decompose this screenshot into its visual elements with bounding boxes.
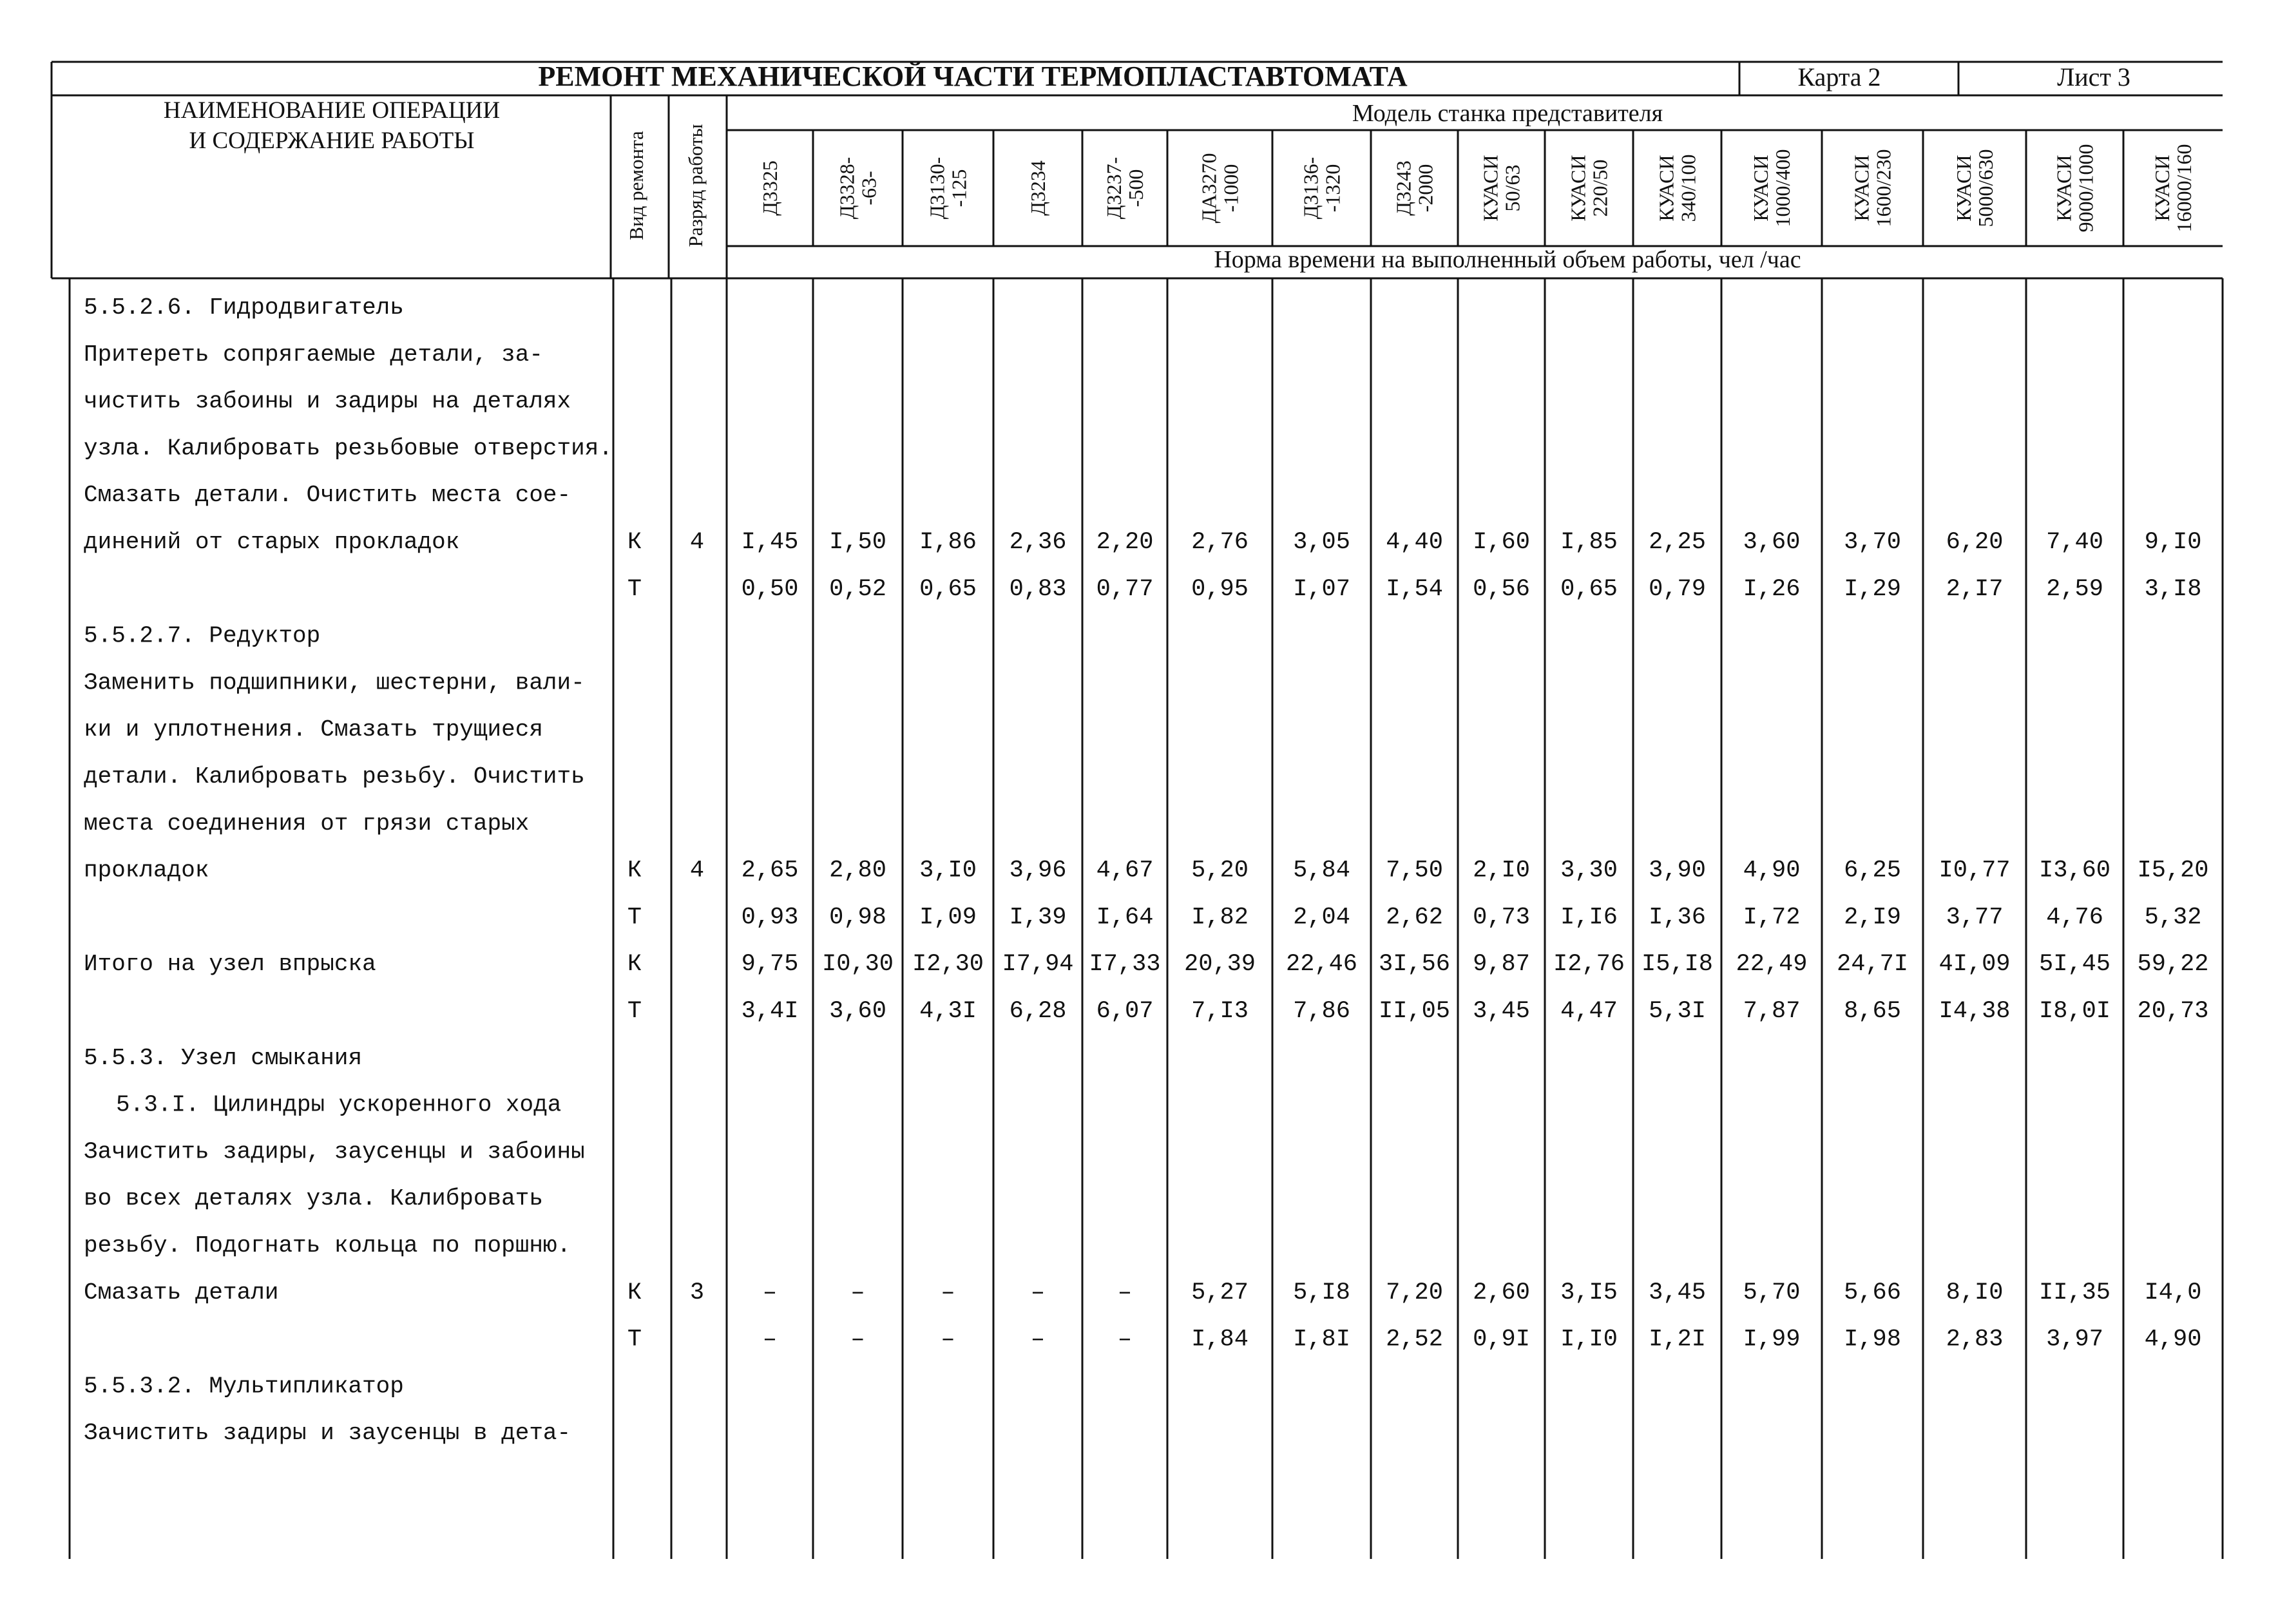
time-value-r4-c13: 4I,09 bbox=[1938, 951, 2011, 979]
time-value-r7-c6: I,8I bbox=[1293, 1326, 1350, 1353]
operation-line-23: 5.5.3.2. Мультипликатор bbox=[84, 1373, 404, 1400]
time-value-r4-c6: 22,46 bbox=[1285, 951, 1358, 979]
time-value-r2-c4: 4,67 bbox=[1096, 857, 1154, 884]
time-value-r5-c4: 6,07 bbox=[1096, 998, 1154, 1025]
model-name-6-0: Д3136- bbox=[1299, 157, 1323, 220]
time-value-r7-c13: 2,83 bbox=[1946, 1326, 2004, 1353]
time-value-r1-c6: I,07 bbox=[1293, 575, 1350, 603]
time-value-r4-c10: I5,I8 bbox=[1641, 951, 1714, 979]
operation-line-0: 5.5.2.6. Гидродвигатель bbox=[84, 294, 404, 321]
time-value-r2-c13: I0,77 bbox=[1938, 857, 2011, 884]
time-value-r7-c12: I,98 bbox=[1844, 1326, 1901, 1353]
work-grade-cell: 3 bbox=[689, 1279, 705, 1306]
time-value-r1-c5: 0,95 bbox=[1191, 575, 1249, 603]
time-value-r6-c10: 3,45 bbox=[1649, 1279, 1706, 1306]
time-value-r4-c1: I0,30 bbox=[821, 951, 894, 979]
time-value-r4-c5: 20,39 bbox=[1183, 951, 1256, 979]
model-name-5-1: -1000 bbox=[1219, 164, 1243, 213]
time-value-r5-c14: I8,0I bbox=[2038, 998, 2111, 1025]
operation-text bbox=[84, 294, 613, 1446]
time-value-r0-c11: 3,60 bbox=[1743, 529, 1801, 556]
operation-line-19: во всех деталях узла. Калибровать bbox=[84, 1185, 543, 1212]
model-name-2-1: -125 bbox=[947, 169, 971, 207]
time-value-r2-c3: 3,96 bbox=[1009, 857, 1067, 884]
time-value-r2-c8: 2,I0 bbox=[1473, 857, 1530, 884]
time-value-r5-c8: 3,45 bbox=[1473, 998, 1530, 1025]
time-value-r4-c0: 9,75 bbox=[741, 951, 799, 979]
time-value-r7-c11: I,99 bbox=[1743, 1326, 1801, 1353]
time-value-r4-c7: 3I,56 bbox=[1378, 951, 1451, 979]
time-value-r5-c10: 5,3I bbox=[1649, 998, 1706, 1025]
time-value-r4-c11: 22,49 bbox=[1736, 951, 1808, 979]
operation-line-11: места соединения от грязи старых bbox=[84, 810, 530, 837]
model-name-10-0: КУАСИ bbox=[1654, 155, 1678, 222]
time-value-r2-c15: I5,20 bbox=[2137, 857, 2209, 884]
model-name-2-0: Д3130- bbox=[925, 157, 949, 220]
time-value-r1-c2: 0,65 bbox=[919, 575, 977, 603]
time-value-r2-c2: 3,I0 bbox=[919, 857, 977, 884]
time-norm-values bbox=[627, 529, 2209, 1353]
operation-line-5: динений от старых прокладок bbox=[84, 529, 460, 555]
model-name-15-0: КУАСИ bbox=[2150, 155, 2174, 222]
time-value-r4-c12: 24,7I bbox=[1836, 951, 1909, 979]
operation-line-10: детали. Калибровать резьбу. Очистить bbox=[84, 763, 585, 790]
time-value-r2-c14: I3,60 bbox=[2038, 857, 2111, 884]
time-value-r3-c0: 0,93 bbox=[741, 904, 799, 931]
operation-line-3: узла. Калибровать резьбовые отверстия. bbox=[84, 435, 613, 462]
time-value-r0-c13: 6,20 bbox=[1946, 529, 2004, 556]
work-grade-cell: 4 bbox=[689, 529, 705, 556]
time-value-r7-c5: I,84 bbox=[1191, 1326, 1249, 1353]
time-value-r6-c5: 5,27 bbox=[1191, 1279, 1249, 1306]
time-value-r6-c2: – bbox=[941, 1279, 955, 1306]
operation-line-18: Зачистить задиры, заусенцы и забоины bbox=[84, 1138, 585, 1165]
model-name-13-1: 5000/630 bbox=[1974, 149, 1997, 227]
time-value-r5-c7: II,05 bbox=[1378, 998, 1451, 1025]
time-value-r4-c9: I2,76 bbox=[1553, 951, 1625, 979]
time-value-r1-c9: 0,65 bbox=[1560, 575, 1618, 603]
repair-type-cell: К bbox=[627, 857, 642, 884]
repair-type-cell: Т bbox=[627, 1326, 642, 1353]
model-name-8-0: КУАСИ bbox=[1479, 155, 1502, 222]
time-value-r4-c4: I7,33 bbox=[1089, 951, 1161, 979]
time-value-r6-c1: – bbox=[850, 1279, 865, 1306]
model-name-12-1: 1600/230 bbox=[1871, 149, 1895, 227]
model-name-15-1: 16000/160 bbox=[2172, 144, 2196, 233]
operation-line-12: прокладок bbox=[84, 857, 209, 884]
model-name-4-0: Д3237- bbox=[1102, 157, 1125, 220]
time-value-r7-c7: 2,52 bbox=[1386, 1326, 1443, 1353]
time-value-r0-c3: 2,36 bbox=[1009, 529, 1067, 556]
time-value-r7-c14: 3,97 bbox=[2046, 1326, 2103, 1353]
time-value-r6-c6: 5,I8 bbox=[1293, 1279, 1350, 1306]
operation-line-14: Итого на узел впрыска bbox=[84, 951, 376, 978]
time-value-r3-c15: 5,32 bbox=[2144, 904, 2202, 931]
repair-type-cell: К bbox=[627, 529, 642, 556]
time-value-r4-c14: 5I,45 bbox=[2038, 951, 2111, 979]
time-value-r5-c0: 3,4I bbox=[741, 998, 799, 1025]
time-value-r4-c15: 59,22 bbox=[2137, 951, 2209, 979]
time-value-r2-c0: 2,65 bbox=[741, 857, 799, 884]
sheet-number: Лист 3 bbox=[2057, 62, 2130, 91]
operation-line-2: чистить забоины и задиры на деталях bbox=[84, 388, 571, 415]
time-value-r3-c13: 3,77 bbox=[1946, 904, 2004, 931]
document-title: РЕМОНТ МЕХАНИЧЕСКОЙ ЧАСТИ ТЕРМОПЛАСТАВТОМАТА bbox=[538, 61, 1408, 92]
time-value-r2-c11: 4,90 bbox=[1743, 857, 1801, 884]
operation-header-line-1: НАИМЕНОВАНИЕ ОПЕРАЦИИ bbox=[163, 97, 501, 124]
repair-type-cell: Т bbox=[627, 575, 642, 603]
time-value-r0-c15: 9,I0 bbox=[2144, 529, 2202, 556]
time-value-r6-c3: – bbox=[1030, 1279, 1046, 1306]
operation-header-line-2: И СОДЕРЖАНИЕ РАБОТЫ bbox=[189, 128, 475, 154]
time-value-r6-c13: 8,I0 bbox=[1946, 1279, 2004, 1306]
model-header: Модель станка представителя bbox=[1352, 100, 1663, 127]
time-value-r7-c9: I,I0 bbox=[1560, 1326, 1618, 1353]
operation-line-16: 5.5.3. Узел смыкания bbox=[84, 1044, 363, 1071]
time-value-r4-c3: I7,94 bbox=[1002, 951, 1074, 979]
time-value-r0-c2: I,86 bbox=[919, 529, 977, 556]
time-value-r5-c13: I4,38 bbox=[1938, 998, 2011, 1025]
operation-line-24: Зачистить задиры и заусенцы в дета- bbox=[84, 1420, 571, 1447]
time-value-r1-c3: 0,83 bbox=[1009, 575, 1067, 603]
time-value-r3-c14: 4,76 bbox=[2046, 904, 2103, 931]
time-value-r3-c4: I,64 bbox=[1096, 904, 1154, 931]
model-name-8-1: 50/63 bbox=[1500, 164, 1524, 212]
time-value-r5-c12: 8,65 bbox=[1844, 998, 1901, 1025]
time-value-r1-c7: I,54 bbox=[1386, 575, 1443, 603]
time-value-r0-c12: 3,70 bbox=[1844, 529, 1901, 556]
time-value-r1-c12: I,29 bbox=[1844, 575, 1901, 603]
model-name-13-0: КУАСИ bbox=[1952, 155, 1975, 222]
time-value-r7-c8: 0,9I bbox=[1473, 1326, 1530, 1353]
time-value-r7-c3: – bbox=[1030, 1326, 1046, 1353]
time-value-r0-c6: 3,05 bbox=[1293, 529, 1350, 556]
time-value-r6-c11: 5,70 bbox=[1743, 1279, 1801, 1306]
operation-line-21: Смазать детали bbox=[84, 1279, 279, 1306]
model-name-14-1: 9000/1000 bbox=[2074, 144, 2098, 233]
repair-type-cell: К bbox=[627, 1279, 642, 1306]
time-value-r0-c1: I,50 bbox=[829, 529, 886, 556]
time-value-r1-c11: I,26 bbox=[1743, 575, 1801, 603]
model-name-7-1: -2000 bbox=[1413, 164, 1437, 213]
card-number: Карта 2 bbox=[1797, 62, 1881, 91]
time-value-r2-c5: 5,20 bbox=[1191, 857, 1249, 884]
time-value-r1-c8: 0,56 bbox=[1473, 575, 1530, 603]
time-value-r7-c15: 4,90 bbox=[2144, 1326, 2202, 1353]
repair-type-cell: Т bbox=[627, 904, 642, 931]
model-name-7-0: Д3243 bbox=[1392, 160, 1415, 216]
time-value-r3-c1: 0,98 bbox=[829, 904, 886, 931]
time-value-r6-c14: II,35 bbox=[2038, 1279, 2111, 1306]
model-name-10-1: 340/100 bbox=[1676, 154, 1700, 222]
time-value-r6-c7: 7,20 bbox=[1386, 1279, 1443, 1306]
time-value-r5-c5: 7,I3 bbox=[1191, 998, 1249, 1025]
model-name-0-0: Д3325 bbox=[758, 160, 781, 216]
time-value-r3-c10: I,36 bbox=[1649, 904, 1706, 931]
time-value-r0-c5: 2,76 bbox=[1191, 529, 1249, 556]
model-name-9-0: КУАСИ bbox=[1566, 155, 1590, 222]
time-value-r2-c6: 5,84 bbox=[1293, 857, 1350, 884]
time-value-r6-c12: 5,66 bbox=[1844, 1279, 1901, 1306]
time-value-r3-c8: 0,73 bbox=[1473, 904, 1530, 931]
time-value-r6-c8: 2,60 bbox=[1473, 1279, 1530, 1306]
time-value-r3-c9: I,I6 bbox=[1560, 904, 1618, 931]
repair-type-cell: К bbox=[627, 951, 642, 979]
time-value-r1-c13: 2,I7 bbox=[1946, 575, 2004, 603]
model-headers bbox=[758, 144, 2196, 233]
operation-line-20: резьбу. Подогнать кольца по поршню. bbox=[84, 1232, 571, 1259]
time-value-r7-c10: I,2I bbox=[1649, 1326, 1706, 1353]
operation-line-8: Заменить подшипники, шестерни, вали- bbox=[84, 669, 585, 696]
time-value-r2-c9: 3,30 bbox=[1560, 857, 1618, 884]
time-value-r5-c2: 4,3I bbox=[919, 998, 977, 1025]
operation-line-1: Притереть сопрягаемые детали, за- bbox=[84, 341, 543, 368]
time-value-r0-c7: 4,40 bbox=[1386, 529, 1443, 556]
time-value-r5-c15: 20,73 bbox=[2137, 998, 2209, 1025]
time-value-r5-c3: 6,28 bbox=[1009, 998, 1067, 1025]
time-value-r0-c8: I,60 bbox=[1473, 529, 1530, 556]
model-name-14-0: КУАСИ bbox=[2052, 155, 2076, 222]
operation-line-4: Смазать детали. Очистить места сое- bbox=[84, 482, 571, 509]
time-value-r4-c8: 9,87 bbox=[1473, 951, 1530, 979]
model-name-4-1: -500 bbox=[1124, 169, 1147, 207]
model-name-1-0: Д3328- bbox=[835, 157, 859, 220]
time-value-r0-c9: I,85 bbox=[1560, 529, 1618, 556]
time-value-r6-c15: I4,0 bbox=[2144, 1279, 2202, 1306]
model-name-11-1: 1000/400 bbox=[1771, 149, 1794, 227]
time-value-r0-c10: 2,25 bbox=[1649, 529, 1706, 556]
time-value-r7-c2: – bbox=[941, 1326, 955, 1353]
time-value-r3-c5: I,82 bbox=[1191, 904, 1249, 931]
model-name-5-0: ДА3270 bbox=[1197, 153, 1221, 224]
time-value-r5-c9: 4,47 bbox=[1560, 998, 1618, 1025]
time-value-r7-c1: – bbox=[850, 1326, 865, 1353]
time-value-r6-c9: 3,I5 bbox=[1560, 1279, 1618, 1306]
operation-line-7: 5.5.2.7. Редуктор bbox=[84, 622, 321, 649]
model-name-12-0: КУАСИ bbox=[1850, 155, 1873, 222]
time-value-r3-c12: 2,I9 bbox=[1844, 904, 1901, 931]
time-value-r0-c4: 2,20 bbox=[1096, 529, 1154, 556]
repair-type-header: Вид ремонта bbox=[625, 131, 647, 240]
time-value-r2-c1: 2,80 bbox=[829, 857, 886, 884]
time-value-r2-c10: 3,90 bbox=[1649, 857, 1706, 884]
time-value-r3-c7: 2,62 bbox=[1386, 904, 1443, 931]
time-value-r1-c0: 0,50 bbox=[741, 575, 799, 603]
model-name-11-0: КУАСИ bbox=[1749, 155, 1772, 222]
model-name-6-1: -1320 bbox=[1321, 164, 1345, 213]
model-name-9-1: 220/50 bbox=[1588, 159, 1612, 217]
time-value-r1-c10: 0,79 bbox=[1649, 575, 1706, 603]
operation-line-17: 5.3.I. Цилиндры ускоренного хода bbox=[116, 1091, 562, 1118]
work-grade-cell: 4 bbox=[689, 857, 705, 884]
time-value-r1-c14: 2,59 bbox=[2046, 575, 2103, 603]
time-value-r7-c4: – bbox=[1117, 1326, 1133, 1353]
time-value-r2-c7: 7,50 bbox=[1386, 857, 1443, 884]
work-grade-header: Разряд работы bbox=[684, 124, 707, 247]
time-value-r0-c0: I,45 bbox=[741, 529, 799, 556]
model-name-1-1: -63- bbox=[857, 171, 881, 205]
time-value-r2-c12: 6,25 bbox=[1844, 857, 1901, 884]
repair-type-cell: Т bbox=[627, 998, 642, 1025]
time-value-r6-c4: – bbox=[1117, 1279, 1133, 1306]
time-value-r3-c2: I,09 bbox=[919, 904, 977, 931]
time-value-r3-c11: I,72 bbox=[1743, 904, 1801, 931]
time-value-r5-c6: 7,86 bbox=[1293, 998, 1350, 1025]
time-value-r5-c11: 7,87 bbox=[1743, 998, 1801, 1025]
time-value-r3-c3: I,39 bbox=[1009, 904, 1067, 931]
norm-header: Норма времени на выполненный объем работы, чел /час bbox=[1214, 246, 1801, 273]
time-value-r1-c4: 0,77 bbox=[1096, 575, 1154, 603]
time-value-r7-c0: – bbox=[762, 1326, 778, 1353]
time-value-r1-c1: 0,52 bbox=[829, 575, 886, 603]
time-value-r1-c15: 3,I8 bbox=[2144, 575, 2202, 603]
time-value-r4-c2: I2,30 bbox=[912, 951, 984, 979]
time-value-r0-c14: 7,40 bbox=[2046, 529, 2103, 556]
model-name-3-0: Д3234 bbox=[1026, 160, 1049, 216]
operation-line-9: ки и уплотнения. Смазать трущиеся bbox=[84, 716, 543, 743]
time-value-r3-c6: 2,04 bbox=[1293, 904, 1350, 931]
time-value-r6-c0: – bbox=[762, 1279, 778, 1306]
time-value-r5-c1: 3,60 bbox=[829, 998, 886, 1025]
